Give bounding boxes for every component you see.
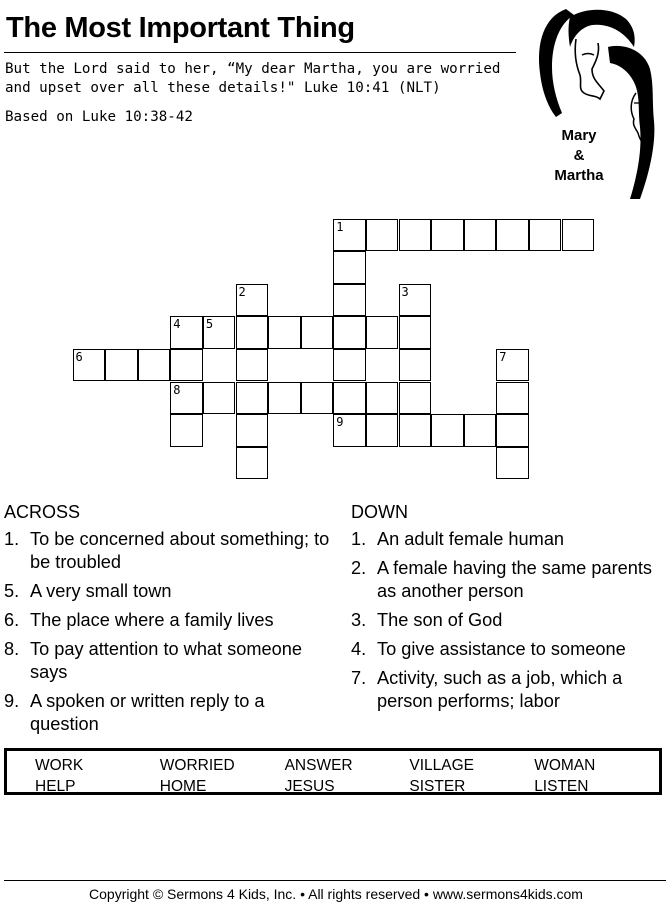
crossword-cell[interactable]: [170, 382, 203, 415]
clue-number-label: 2: [238, 284, 246, 299]
clue-number: 5.: [4, 581, 20, 601]
word-bank-word: VILLAGE: [409, 757, 475, 774]
word-bank-word: LISTEN: [534, 778, 589, 795]
crossword-cell[interactable]: [333, 382, 366, 415]
crossword-cell[interactable]: [333, 219, 366, 252]
clue-number-label: 1: [336, 219, 344, 234]
clue-down-3: [351, 609, 671, 632]
across-clues: [4, 502, 334, 742]
clue-number-label: 7: [499, 349, 507, 364]
crossword-cell[interactable]: [105, 349, 138, 382]
word-bank-column: [409, 755, 534, 797]
crossword-cell[interactable]: [170, 316, 203, 349]
crossword-cell[interactable]: [236, 316, 269, 349]
crossword-cell[interactable]: [529, 219, 562, 252]
crossword-cell[interactable]: [138, 349, 171, 382]
clue-text: To give assistance to someone: [377, 639, 626, 659]
scripture-reference: Based on Luke 10:38-42: [5, 109, 193, 125]
clue-number-label: 4: [173, 317, 181, 332]
clue-text: Activity, such as a job, which a person performs; labor: [377, 668, 623, 711]
across-heading: ACROSS: [4, 502, 81, 522]
clue-down-4: [351, 638, 671, 661]
crossword-cell[interactable]: [203, 382, 236, 415]
crossword-cell[interactable]: [431, 219, 464, 252]
clue-number-label: 8: [173, 382, 181, 397]
crossword-cell[interactable]: [236, 284, 269, 317]
word-bank-column: [160, 755, 285, 797]
crossword-cell[interactable]: [496, 349, 529, 382]
crossword-cell[interactable]: [333, 316, 366, 349]
crossword-cell[interactable]: [236, 447, 269, 480]
word-bank-column: [534, 755, 659, 797]
logo-line-ampersand: &: [573, 147, 585, 164]
page-title: The Most Important Thing: [6, 12, 355, 44]
crossword-cell[interactable]: [366, 316, 399, 349]
crossword-cell[interactable]: [301, 316, 334, 349]
word-bank-word: WORK: [35, 757, 84, 774]
word-bank-word: WOMAN: [534, 757, 596, 774]
crossword-cell[interactable]: [464, 414, 497, 447]
clue-down-1: [351, 528, 671, 551]
clue-text: The son of God: [377, 610, 503, 630]
word-bank-word: SISTER: [409, 778, 466, 795]
word-bank-column: [35, 755, 160, 797]
crossword-cell[interactable]: [170, 349, 203, 382]
crossword-cell[interactable]: [236, 414, 269, 447]
clue-number-label: 6: [75, 349, 83, 364]
crossword-cell[interactable]: [268, 382, 301, 415]
crossword-cell[interactable]: [203, 316, 236, 349]
crossword-cell[interactable]: [366, 382, 399, 415]
clue-text: A female having the same parents as another person: [377, 558, 652, 601]
crossword-cell[interactable]: [236, 349, 269, 382]
clue-number-label: 3: [401, 284, 409, 299]
word-bank: [4, 748, 662, 795]
clue-number-label: 5: [205, 317, 214, 332]
word-bank-word: HELP: [35, 778, 76, 795]
clue-number: 9.: [4, 691, 20, 711]
down-clues: [351, 502, 671, 719]
crossword-cell[interactable]: [399, 219, 432, 252]
clue-number: 7.: [351, 668, 367, 688]
down-heading: DOWN: [351, 502, 408, 522]
crossword-cell[interactable]: [496, 219, 529, 252]
word-bank-word: ANSWER: [284, 757, 353, 774]
clue-text: A very small town: [30, 581, 172, 601]
clue-across-6: [4, 609, 334, 632]
clue-text: To be concerned about something; to be troubled: [30, 529, 330, 572]
copyright-footer: Copyright © Sermons 4 Kids, Inc. • All rights reserved • www.sermons4kids.com: [89, 886, 583, 902]
crossword-cell[interactable]: [399, 349, 432, 382]
crossword-cell[interactable]: [496, 447, 529, 480]
crossword-cell[interactable]: [170, 414, 203, 447]
clue-down-7: [351, 667, 671, 713]
crossword-cell[interactable]: [333, 284, 366, 317]
crossword-cell[interactable]: [431, 414, 464, 447]
clue-text: An adult female human: [377, 529, 565, 549]
logo-line-martha: Martha: [554, 167, 604, 184]
crossword-cell[interactable]: [399, 316, 432, 349]
clue-number: 6.: [4, 610, 20, 630]
crossword-cell[interactable]: [301, 382, 334, 415]
clue-text: To pay attention to what someone says: [30, 639, 302, 682]
scripture-verse: But the Lord said to her, “My dear Martha, you are worried and upset over all these details!" Luke 10:41 (NLT): [5, 61, 501, 96]
clue-across-8: [4, 638, 334, 684]
clue-number: 1.: [4, 529, 20, 549]
crossword-cell[interactable]: [366, 414, 399, 447]
crossword-cell[interactable]: [496, 414, 529, 447]
clue-text: The place where a family lives: [30, 610, 274, 630]
crossword-cell[interactable]: [333, 414, 366, 447]
crossword-cell[interactable]: [399, 414, 432, 447]
clue-across-5: [4, 580, 334, 603]
logo-line-mary: Mary: [561, 127, 597, 144]
crossword-cell[interactable]: [268, 316, 301, 349]
word-bank-word: WORRIED: [159, 757, 235, 774]
clue-number: 8.: [4, 639, 20, 659]
crossword-cell[interactable]: [562, 219, 595, 252]
footer-divider: [4, 880, 666, 881]
word-bank-word: HOME: [159, 778, 207, 795]
clue-number: 1.: [351, 529, 367, 549]
clue-text: A spoken or written reply to a question: [30, 691, 265, 734]
crossword-cell[interactable]: [236, 382, 269, 415]
clue-number: 2.: [351, 558, 367, 578]
crossword-cell[interactable]: [496, 382, 529, 415]
crossword-cell[interactable]: [333, 349, 366, 382]
clue-number: 3.: [351, 610, 367, 630]
crossword-cell[interactable]: [399, 284, 432, 317]
crossword-cell[interactable]: [399, 382, 432, 415]
crossword-cell[interactable]: [464, 219, 497, 252]
crossword-cell[interactable]: [366, 219, 399, 252]
word-bank-column: [285, 755, 410, 797]
crossword-cell[interactable]: [333, 251, 366, 284]
clue-down-2: [351, 557, 671, 603]
clue-across-9: [4, 690, 334, 736]
crossword-cell[interactable]: [73, 349, 106, 382]
clue-number-label: 9: [336, 415, 344, 430]
clue-across-1: [4, 528, 334, 574]
word-bank-word: JESUS: [284, 778, 335, 795]
clue-number: 4.: [351, 639, 367, 659]
